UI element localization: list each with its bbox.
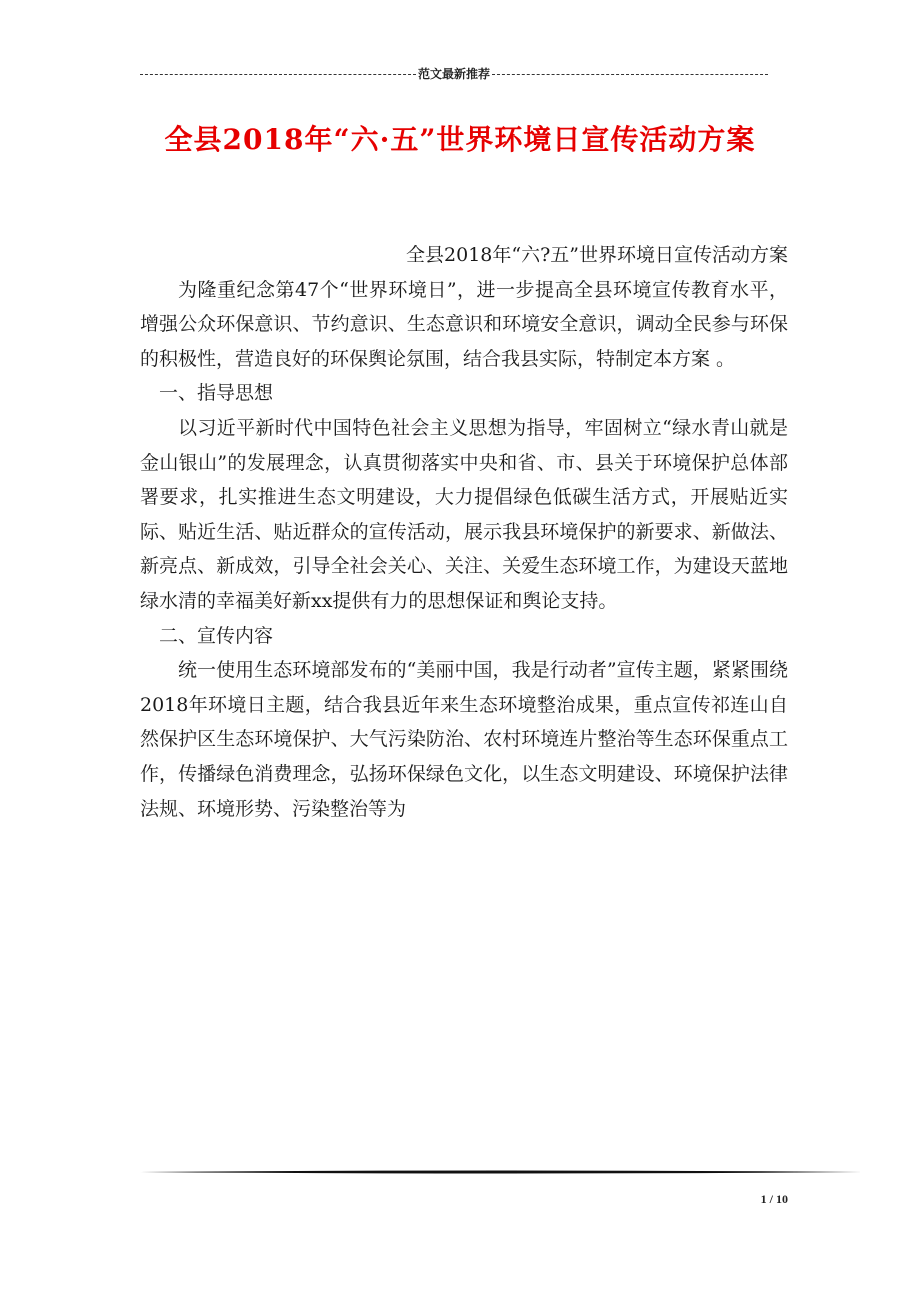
- section-heading-guiding-ideology: 一、指导思想: [159, 382, 274, 405]
- document-body: [140, 238, 788, 826]
- header-label: 范文最新推荐: [418, 67, 491, 81]
- publicity-content-paragraph: 统一使用生态环境部发布的“美丽中国，我是行动者”宣传主题，紧紧围绕2018年环境日主题，结合我县近年来生态环境整治成果，重点宣传祁连山自然保护区生态环境保护、大气污染防治、农村环境连片整治等生态环保重点工作，传播绿色消费理念，弘扬环保绿色文化，以生态文明建设、环境保护法律法规、环境形势、污染整治等为: [140, 659, 788, 820]
- header-dash-left: [140, 74, 416, 75]
- document-subtitle: 全县2018年“六?五”世界环境日宣传活动方案: [406, 244, 788, 266]
- footer-rule: [140, 1170, 862, 1174]
- section-heading-publicity-content: 二、宣传内容: [159, 624, 274, 647]
- header-banner: [140, 66, 768, 82]
- document-title: 全县2018年“六·五”世界环境日宣传活动方案: [164, 123, 756, 156]
- guiding-ideology-paragraph: 以习近平新时代中国特色社会主义思想为指导，牢固树立“绿水青山就是金山银山”的发展理念，认真贯彻落实中央和省、市、县关于环境保护总体部署要求，扎实推进生态文明建设，大力提倡绿色低碳生活方式，开展贴近实际、贴近生活、贴近群众的宣传活动，展示我县环境保护的新要求、新做法、新亮点、新成效，引导全社会关心、关注、关爱生态环境工作，为建设天蓝地绿水清的幸福美好新xx提供有力的思想保证和舆论支持。: [140, 416, 788, 612]
- intro-paragraph: 为隆重纪念第47个“世界环境日”，进一步提高全县环境宣传教育水平，增强公众环保意识、节约意识、生态意识和环境安全意识，调动全民参与环保的积极性，营造良好的环保舆论氛围，结合我县实际，特制定本方案 。: [140, 278, 788, 370]
- page-number: 1 / 10: [760, 1192, 788, 1206]
- header-dash-right: [492, 74, 768, 75]
